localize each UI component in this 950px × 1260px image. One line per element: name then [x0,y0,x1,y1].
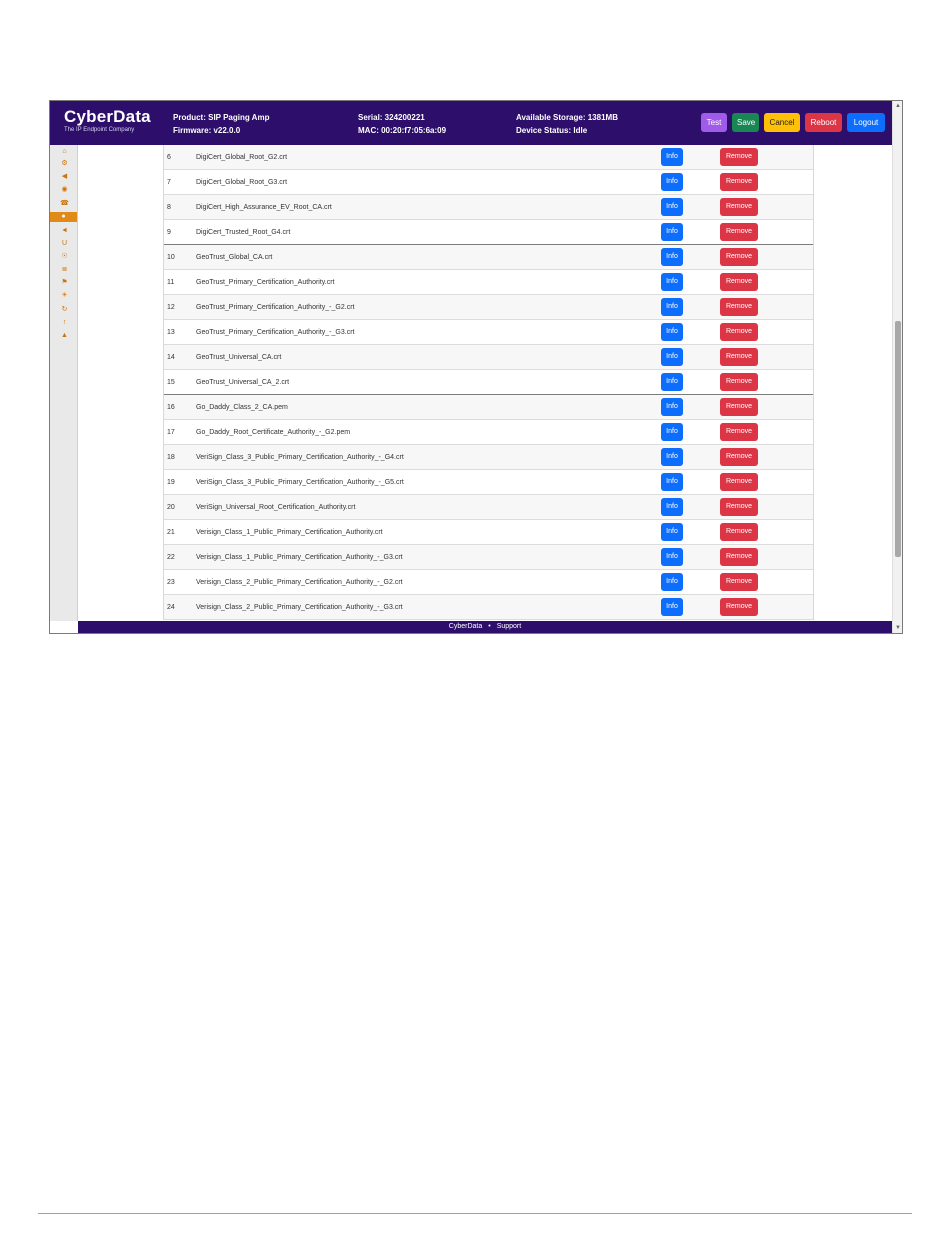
info-button[interactable]: Info [661,498,683,516]
row-number: 16 [167,404,175,411]
remove-button[interactable]: Remove [720,548,758,566]
info-button[interactable]: Info [661,548,683,566]
info-button[interactable]: Info [661,198,683,216]
table-row [164,245,813,270]
logout-button[interactable]: Logout [847,113,885,132]
info-button[interactable]: Info [661,248,683,266]
test-button[interactable]: Test [701,113,727,132]
info-button[interactable]: Info [661,348,683,366]
table-row [164,270,813,295]
certificate-name: Verisign_Class_2_Public_Primary_Certification_Authority_-_G2.crt [196,579,403,586]
info-button[interactable]: Info [661,223,683,241]
info-button[interactable]: Info [661,398,683,416]
sidebar [50,145,78,621]
certificate-name: DigiCert_High_Assurance_EV_Root_CA.crt [196,204,332,211]
table-row [164,595,813,620]
table-row [164,320,813,345]
upload-icon[interactable]: ↑ [62,319,67,326]
certificate-name: DigiCert_Global_Root_G2.crt [196,154,288,161]
row-number: 23 [167,579,175,586]
table-row [164,570,813,595]
table-row [164,420,813,445]
footer-support-link[interactable]: Support [496,623,522,630]
certificate-name: VeriSign_Class_3_Public_Primary_Certification_Authority_-_G5.crt [196,479,404,486]
row-number: 17 [167,429,175,436]
remove-button[interactable]: Remove [720,348,758,366]
remove-button[interactable]: Remove [720,598,758,616]
footer [78,621,892,633]
info-button[interactable]: Info [661,173,683,191]
browser-frame [49,100,903,634]
reboot-button[interactable]: Reboot [805,113,842,132]
phone-icon[interactable]: ☎ [60,200,69,207]
user-icon[interactable]: ▲ [61,332,68,339]
table-row [164,370,813,395]
magnet-icon[interactable]: U [61,240,68,247]
certificate-name: DigiCert_Global_Root_G3.crt [196,179,288,186]
certificate-name: Verisign_Class_1_Public_Primary_Certification_Authority.crt [196,529,383,536]
certificate-name: Go_Daddy_Root_Certificate_Authority_-_G2.pem [196,429,351,436]
flag-icon[interactable]: ⚑ [61,279,68,286]
remove-button[interactable]: Remove [720,248,758,266]
certificate-table [163,145,814,620]
footer-cyberdata-link[interactable]: CyberData [448,623,483,630]
certificate-name: GeoTrust_Primary_Certification_Authority_-_G2.crt [196,304,355,311]
scrollbar[interactable] [892,101,903,633]
scroll-down-arrow-icon[interactable]: ▼ [895,625,901,631]
remove-button[interactable]: Remove [720,498,758,516]
certificate-name: DigiCert_Trusted_Root_G4.crt [196,229,291,236]
row-number: 15 [167,379,175,386]
table-row [164,145,813,170]
remove-button[interactable]: Remove [720,523,758,541]
serial-info [358,111,446,137]
storage-label: Available Storage: 1381MB [516,113,618,122]
scroll-up-arrow-icon[interactable]: ▲ [895,103,901,109]
storage-info [516,111,618,137]
table-row [164,395,813,420]
row-number: 11 [167,279,175,286]
top-header [64,101,892,145]
certificate-name: Verisign_Class_1_Public_Primary_Certification_Authority_-_G3.crt [196,554,403,561]
table-row [164,545,813,570]
info-button[interactable]: Info [661,448,683,466]
row-number: 24 [167,604,175,611]
info-button[interactable]: Info [661,273,683,291]
remove-button[interactable]: Remove [720,373,758,391]
row-number: 6 [167,154,171,161]
info-button[interactable]: Info [661,473,683,491]
remove-button[interactable]: Remove [720,173,758,191]
page-bottom-rule [38,1213,912,1214]
row-number: 7 [167,179,171,186]
row-number: 22 [167,554,175,561]
row-number: 9 [167,229,171,236]
table-row [164,345,813,370]
row-number: 18 [167,454,175,461]
table-row [164,195,813,220]
gears-icon[interactable]: ⚙ [61,160,68,167]
footer-separator: • [488,623,491,630]
remove-button[interactable]: Remove [720,473,758,491]
table-row [164,470,813,495]
device-status-label: Device Status: Idle [516,126,588,135]
remove-button[interactable]: Remove [720,423,758,441]
row-number: 20 [167,504,175,511]
row-number: 13 [167,329,175,336]
remove-button[interactable]: Remove [720,198,758,216]
row-number: 10 [167,254,175,261]
remove-button[interactable]: Remove [720,573,758,591]
volume-icon[interactable]: ◀ [61,173,68,180]
megaphone-icon[interactable]: ◄ [61,227,68,234]
table-row [164,445,813,470]
info-button[interactable]: Info [661,573,683,591]
certificate-name: Go_Daddy_Class_2_CA.pem [196,404,288,411]
refresh-icon[interactable]: ↻ [61,306,68,313]
firmware-label: Firmware: v22.0.0 [173,126,241,135]
info-button[interactable]: Info [661,298,683,316]
table-row [164,295,813,320]
remove-button[interactable]: Remove [720,298,758,316]
certificate-name: GeoTrust_Universal_CA.crt [196,354,282,361]
scrollbar-thumb[interactable] [895,321,901,557]
compass-icon[interactable]: ◉ [61,186,68,193]
sun-icon[interactable]: ☀ [61,292,68,299]
remove-button[interactable]: Remove [720,448,758,466]
certificates-content [78,145,892,621]
lightbulb-icon[interactable]: ☉ [61,253,68,260]
info-button[interactable]: Info [661,323,683,341]
certificate-name: GeoTrust_Global_CA.crt [196,254,273,261]
remove-button[interactable]: Remove [720,273,758,291]
row-number: 19 [167,479,175,486]
product-label: Product: SIP Paging Amp [173,113,270,122]
table-row [164,495,813,520]
mac-label: MAC: 00:20:f7:05:6a:09 [358,126,447,135]
logo[interactable] [50,101,162,145]
table-row [164,220,813,245]
remove-button[interactable]: Remove [720,148,758,166]
remove-button[interactable]: Remove [720,223,758,241]
info-button[interactable]: Info [661,373,683,391]
certificate-name: GeoTrust_Universal_CA_2.crt [196,379,290,386]
info-button[interactable]: Info [661,598,683,616]
info-button[interactable]: Info [661,148,683,166]
document-icon[interactable]: ≣ [61,266,68,273]
serial-label: Serial: 324200221 [358,113,425,122]
remove-button[interactable]: Remove [720,398,758,416]
save-button[interactable]: Save [732,113,759,132]
row-number: 8 [167,204,171,211]
logo-title: CyberData [64,107,151,126]
product-info [173,111,269,137]
logo-subtitle: The IP Endpoint Company [64,127,135,133]
remove-button[interactable]: Remove [720,323,758,341]
table-row [164,170,813,195]
row-number: 12 [167,304,175,311]
home-icon[interactable]: ⌂ [62,148,67,155]
info-button[interactable]: Info [661,423,683,441]
row-number: 21 [167,529,175,536]
table-row [164,520,813,545]
certificate-name: VeriSign_Class_3_Public_Primary_Certification_Authority_-_G4.crt [196,454,404,461]
circle-icon[interactable]: ● [50,212,77,222]
certificate-name: Verisign_Class_2_Public_Primary_Certification_Authority_-_G3.crt [196,604,403,611]
certificate-name: VeriSign_Universal_Root_Certification_Authority.crt [196,504,356,511]
certificate-name: GeoTrust_Primary_Certification_Authority.crt [196,279,335,286]
row-number: 14 [167,354,175,361]
certificate-name: GeoTrust_Primary_Certification_Authority_-_G3.crt [196,329,355,336]
cancel-button[interactable]: Cancel [764,113,800,132]
info-button[interactable]: Info [661,523,683,541]
